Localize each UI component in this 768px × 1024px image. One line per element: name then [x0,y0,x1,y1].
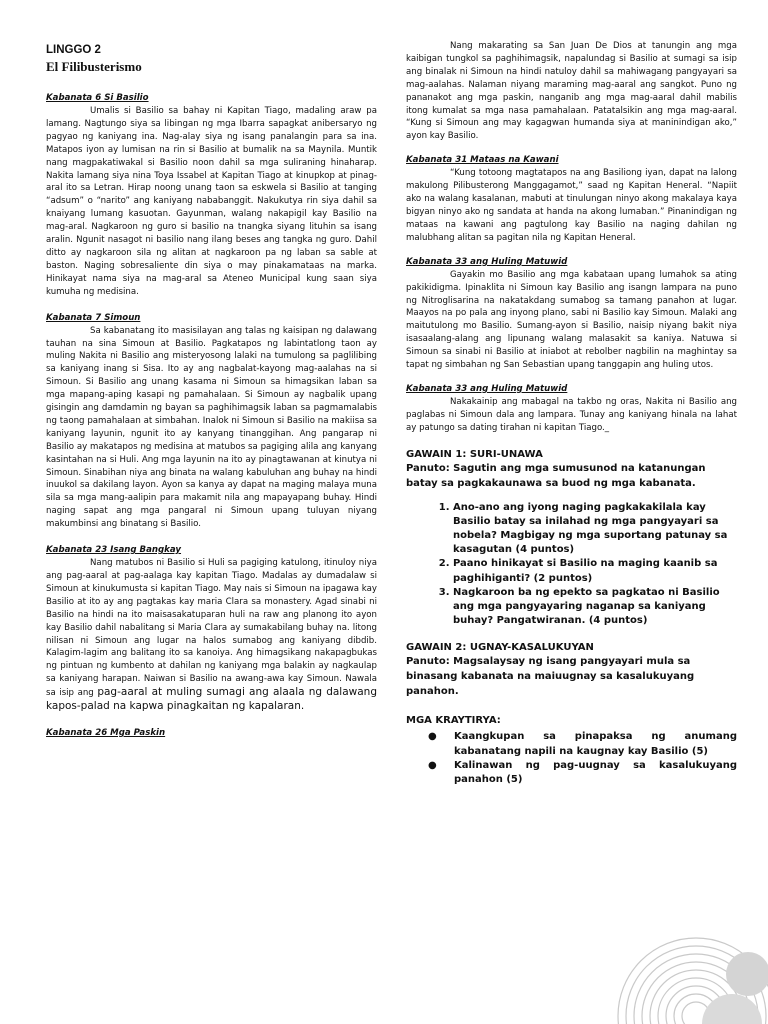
section-body: Sa kabanatang ito masisilayan ang talas ng kaisipan ng dalawang tauhan na sina Simoun at Basilio. Pagkatapos ng labintatlong taon ay muling Nakita ni Basilio ang misteryosong lalaki na tumulong sa paglilibing sa kaniyang inang si Sisa. Ito ay ang nagbalat-kayong mag-aalahas na si Simoun. Si Basilio ang unang kasama ni Simoun sa himagsikan laban sa mga mapang-aping kasapi ng pamahalaan. Si Simoun ay nagbalik upang gisingin ang damdamin ng bayan sa paghihimagsik laban sa pagmamalabis ng taong pamahalaan at simbahan. Inalok ni Simoun si Basilio na makiisa sa kaniyang layunin, ngunit ito ay kanyang tinanggihan. Ang pangarap ni Basilio ay makatapos ng medisina at matubos sa pagiging alila ang kanyang kasintahan na si Huli. Ang mga layunin na ito ay pinagtawanan at kinutya ni Simoun. Sinabihan niya ang binata na walang kabuluhan ang buhay na hindi inuukol sa dakilang layon. Ayon sa kanya ay dapat na maging malaya muna sila sa mga mang-aalipin para makamit nila ang mapayapang buhay. Hindi naging sapat ang mga pangaral ni Simoun upang tuluyan niyang makumbinsi ang binatang si Basilio. [46,325,377,530]
bullet-icon: ● [428,759,437,771]
decorative-circles-icon [600,920,768,1024]
section-body: Umalis si Basilio sa bahay ni Kapitan Tiago, madaling araw pa lamang. Nagtungo siya sa libingan ng mga Ibarra sapagkat anibersaryo ng pagyao ng kaniyang ina. Nag-alay siya ng isang panalangin para sa ina. Matapos iyon ay lumisan na rin si Basilio at bumalik na sa Maynila. Muntik nang magpakatiwakal si Basilio noon dahil sa mga suliraning hinaharap. Nakita lamang siya nina Toya Issabel at Kapitan Tiago at kinupkop at pinag-aral ito sa Letran. Hirap noong unang taon sa eskwela si Basilio at tanging “adsum” o “narito” ang kaniyang nababanggit. Nakukutya rin siya dahil sa knaiyang lumang kasuotan. Gayunman, walang nakapigil kay Basilio na mag-aral. Nagkaroon ng guro si basilio na tnangka siyang lituhin sa isang aralin. Ngunit nasagot ni basilio nang ilang beses ang tangka ng guro. Dahil ditto ay nagkaroon sila ng alitan at nagkaroon pa ng laban sa sable at baston. Naging sobresaliente din siya o may pinakamataas na marka. Hinikayat nama siya na mag-aral sa Ateneo Municipal kung saan siya kumuha ng medisina. [46,106,377,297]
section-title: Kabanata 33 ang Huling Matuwid [406,256,568,267]
criteria-item: ● Kalinawan ng pag-uugnay sa kasalukuyang panahon (5) [428,759,737,786]
bullet-icon: ● [428,731,437,743]
section-kabanata-23 [46,545,377,714]
section-kabanata-26 [46,728,377,738]
novel-title: El Filibusterismo [46,59,142,74]
gawain-1 [406,449,737,629]
grey-circle-icon [702,994,762,1024]
section-title: Kabanata 23 Isang Bangkay [46,545,182,556]
kraytirya-title: MGA KRAYTIRYA: [406,715,501,727]
question-item: 1. Ano-ano ang iyong naging pagkakakilala kay Basilio batay sa inilahad ng mga pangyayari sa nobela? Magbigay ng mga suportang patunay sa kasagutan (4 puntos) [453,501,737,558]
section-title: Kabanata 7 Simoun [46,312,141,323]
question-item: 2. Paano hinikayat si Basilio na maging kaanib sa paghihiganti? (2 puntos) [453,557,737,585]
section-title: Kabanata 6 Si Basilio [46,93,149,103]
grey-circle-icon [726,952,768,996]
criteria-item: ● Kaangkupan sa pinapaksa ng anumang kabanatang napili na kaugnay kay Basilio (5) [428,731,737,757]
section-body: “Kung totoong magtatapos na ang Basiliong iyan, dapat na lalong makulong Pilibusterong Manggagamot,” saad ng Kapitan Heneral. “Napiit ako na walang kasalanan, mabuti at tinulungan ninyo akong makalaya kaya bigyan ninyo ako ng sandata at handa na akong lumaban.” Pinanindigan ng mataas na kawani ang pagtulong kay Basilio na naging dahilan ng malubhang alitan sa pagitan nila ng Kapitan Heneral. [406,168,737,243]
question-list [406,501,737,629]
section-title: Kabanata 33 ang Huling Matuwid [406,383,568,394]
gawain-2 [406,642,737,699]
section-title: Kabanata 31 Mataas na Kawani [406,155,559,166]
kraytirya [406,713,737,787]
gawain-1-panuto: Panuto: Sagutin ang mga sumusunod na katanungan batay sa pagkakaunawa sa buod ng mga kabanata. [406,462,706,489]
section-kabanata-7 [46,313,377,532]
gawain-2-title: GAWAIN 2: UGNAY-KASALUKUYAN [406,642,594,654]
section-body: Nakakainip ang mabagal na takbo ng oras, Nakita ni Basilio ang paglabas ni Simoun dala ang lampara. Tunay ang kaniyang hinala na lahat ay patungo sa dating tirahan ni kapitan Tiago._ [406,396,737,433]
section-body: Gayakin mo Basilio ang mga kabataan upang lumahok sa ating pakikidigma. Ipinaklita ni Simoun kay Basilio ang isangn lampara na puno ng Nitroglisarina na nakatakdang sumabog sa tamang panahon at lugar. Maayos na po pala ang inyong plano, sabi ni Basilio kay Simoun. Malaki ang maitutulong mo Basilio. Sumang-ayon si Basilio, naisip niyang bakit niya isasaalang-alang ang lipunang walang malasakit sa kaniya. Natuwa si Simoun sa sinabi ni Basilio at iniabot at rebolber nagbilin na maghintay sa tapat ng simbahan ng San Sebastian upang tanggapin ang huling utos. [406,269,737,371]
right-column [406,0,737,787]
section-body: Nang matubos ni Basilio si Huli sa pagiging katulong, itinuloy niya ang pag-aaral at pag-aalaga kay kapitan Tiago. Madalas ay dumadalaw si Simoun at kinukumusta si kapitan Tiago. May nais si Simoun na ipagawa kay Basilio at ito ay ang pagtakas kay maria Clara sa monastery. Agad sinabi ni Basilio na hindi na ito maisasakatuparan huli na raw ang planong ito ayon kay Basilio dahil nabalitang si Maria Clara ay sumakabilang buhay na. litong nilisan ni Simoun ang lugar na halos sumabog ang kaniyang dibdib. Kalagim-lagim ang balitang ito sa kanoiya. Ang himagsikang nakapagbukas ng pintuan ng kumbento at dahilan ng kaniyang mga balakin ay nagkaulap sa kaniyang harapan. Naiwan si Basilio na awang-awa kay Simoun. Nawala sa isip ang pag-aaral at muling sumagi ang alaala ng dalawang kapos-palad na kapwa pinagkaitan ng kapalaran. [46,558,377,713]
section-kabanata-33a [406,257,737,372]
gawain-2-panuto: Panuto: Magsalaysay ng isang pangyayari mula sa binasang kabanata na maiuugnay sa kasalukuyang panahon. [406,656,695,698]
section-title: Kabanata 26 Mga Paskin [46,727,166,738]
section-body-large: pag-aaral at muling sumagi ang alaala ng dalawang kapos-palad na kapwa pinagkaitan ng kapalaran. [46,686,377,713]
criteria-list [406,730,737,787]
section-body-continued: Nang makarating sa San Juan De Dios at tanungin ang mga kaibigan tungkol sa paghihimagsik, napalundag si Basilio at sumagi sa isip ang binalak ni Simoun na hindi natuloy dahil sa mahiwagang pangyayari sa mag-aalahas. Nalaman niyang maraming mag-aaral ang sangkot. Puno ng pananakot ang mga paskin, nanganib ang mga mag-aaral dahil mabilis itong kumalat sa mga nasa pamahalaan. Patatalsikin ang mga mag-aaral. “Kung si Simoun ang may kagagwan humanda siya at maninindigan ako,” ayon kay Basilio. [406,41,737,142]
left-column [46,0,377,738]
section-kabanata-33b [406,384,737,435]
lesson-title: LINGGO 2 [46,44,101,56]
section-kabanata-6 [46,93,377,299]
question-item: 3. Nagkaroon ba ng epekto sa pagkatao ni Basilio ang mga pangyayaring naganap sa kaniyang buhay? Pangatwiranan. (4 puntos) [453,586,737,629]
gawain-1-title: GAWAIN 1: SURI-UNAWA [406,448,543,460]
section-kabanata-31 [406,155,737,244]
